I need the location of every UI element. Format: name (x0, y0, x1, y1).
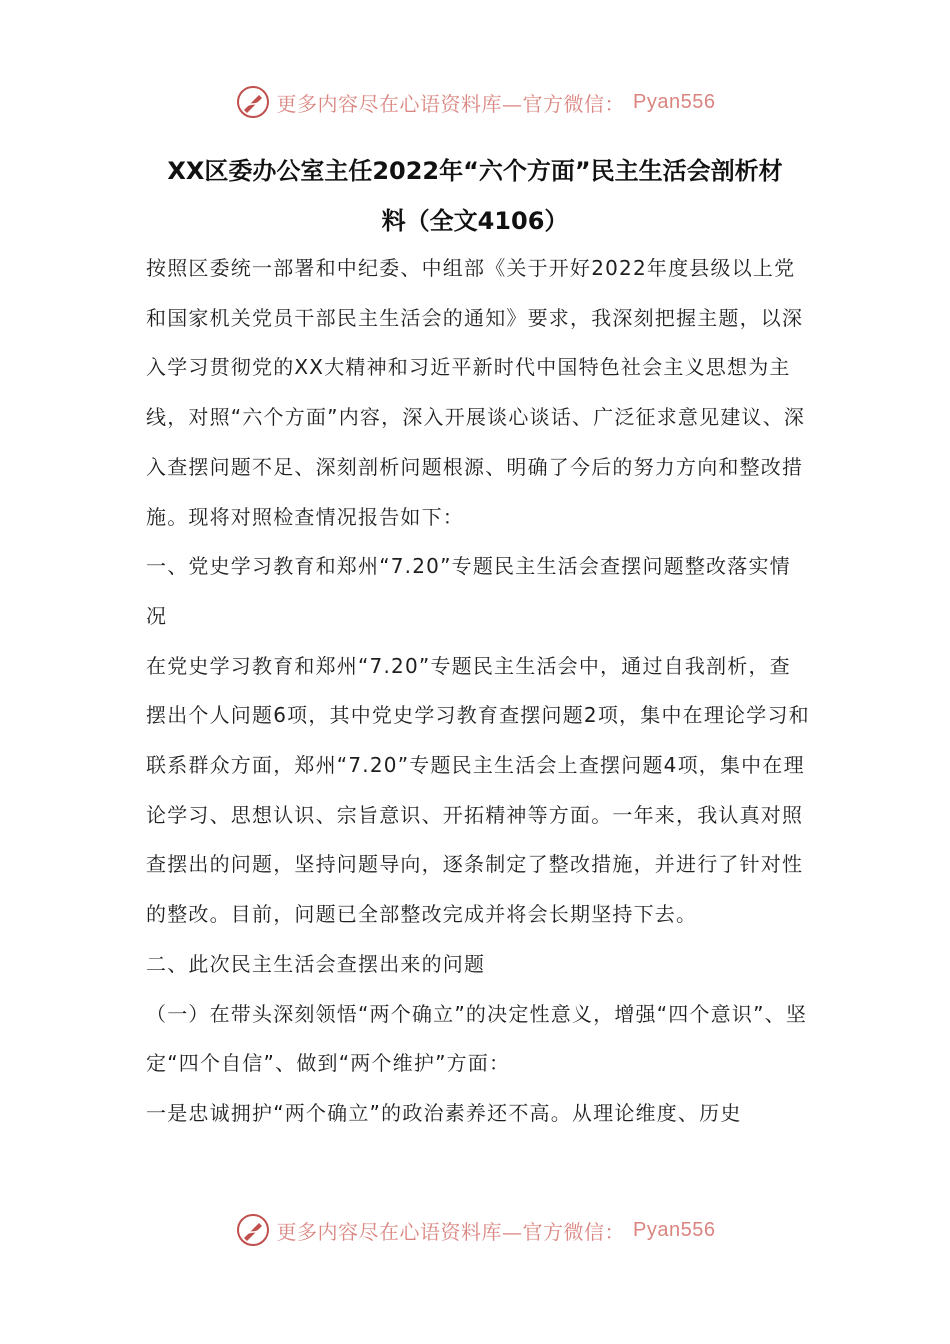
title-line-2: 料（全文4106） (381, 207, 569, 235)
section-heading-2: 二、此次民主生活会查摆出来的问题 (146, 951, 486, 976)
section-heading-1: 一、党史学习教育和郑州“7.20”专题民主生活会查摆问题整改落实情况 (146, 554, 791, 628)
document-body (146, 244, 811, 1139)
watermark-wechat-id: Pyan556 (633, 90, 716, 113)
watermark-text: 更多内容尽在心语资料库—官方微信： (276, 1219, 626, 1244)
watermark-wechat-id: Pyan556 (633, 1218, 716, 1241)
subsection-heading-1: （一）在带头深刻领悟“两个确立”的决定性意义，增强“四个意识”、坚定“四个自信”、做到“两个维护”方面： (146, 1001, 808, 1076)
document-title (120, 146, 830, 246)
title-line-1: XX区委办公室主任2022年“六个方面”民主生活会剖析材 (167, 157, 783, 185)
paragraph-intro: 按照区委统一部署和中纪委、中组部《关于开好2022年度县级以上党和国家机关党员干部民主生活会的通知》要求，我深刻把握主题，以深入学习贯彻党的XX大精神和习近平新时代中国特色社会主义思想为主线，对照“六个方面”内容，深入开展谈心谈话、广泛征求意见建议、深入查摆问题不足、深刻剖析问题根源、明确了今后的努力方向和整改措施。现将对照检查情况报告如下： (146, 256, 806, 529)
watermark-footer (0, 1210, 950, 1250)
paragraph-point-1: 一是忠诚拥护“两个确立”的政治素养还不高。从理论维度、历史 (146, 1100, 742, 1125)
paragraph-section-1: 在党史学习教育和郑州“7.20”专题民主生活会中，通过自我剖析，查摆出个人问题6项，其中党史学习教育查摆问题2项，集中在理论学习和联系群众方面，郑州“7.20”专题民主生活会上查摆问题4项，集中在理论学习、思想认识、宗旨意识、开拓精神等方面。一年来，我认真对照查摆出的问题，坚持问题导向，逐条制定了整改措施，并进行了针对性的整改。目前，问题已全部整改完成并将会长期坚持下去。 (146, 653, 810, 927)
pen-logo-icon (235, 84, 271, 120)
watermark-text: 更多内容尽在心语资料库—官方微信： (276, 91, 626, 116)
watermark-header (0, 82, 950, 122)
pen-logo-icon (235, 1212, 271, 1248)
